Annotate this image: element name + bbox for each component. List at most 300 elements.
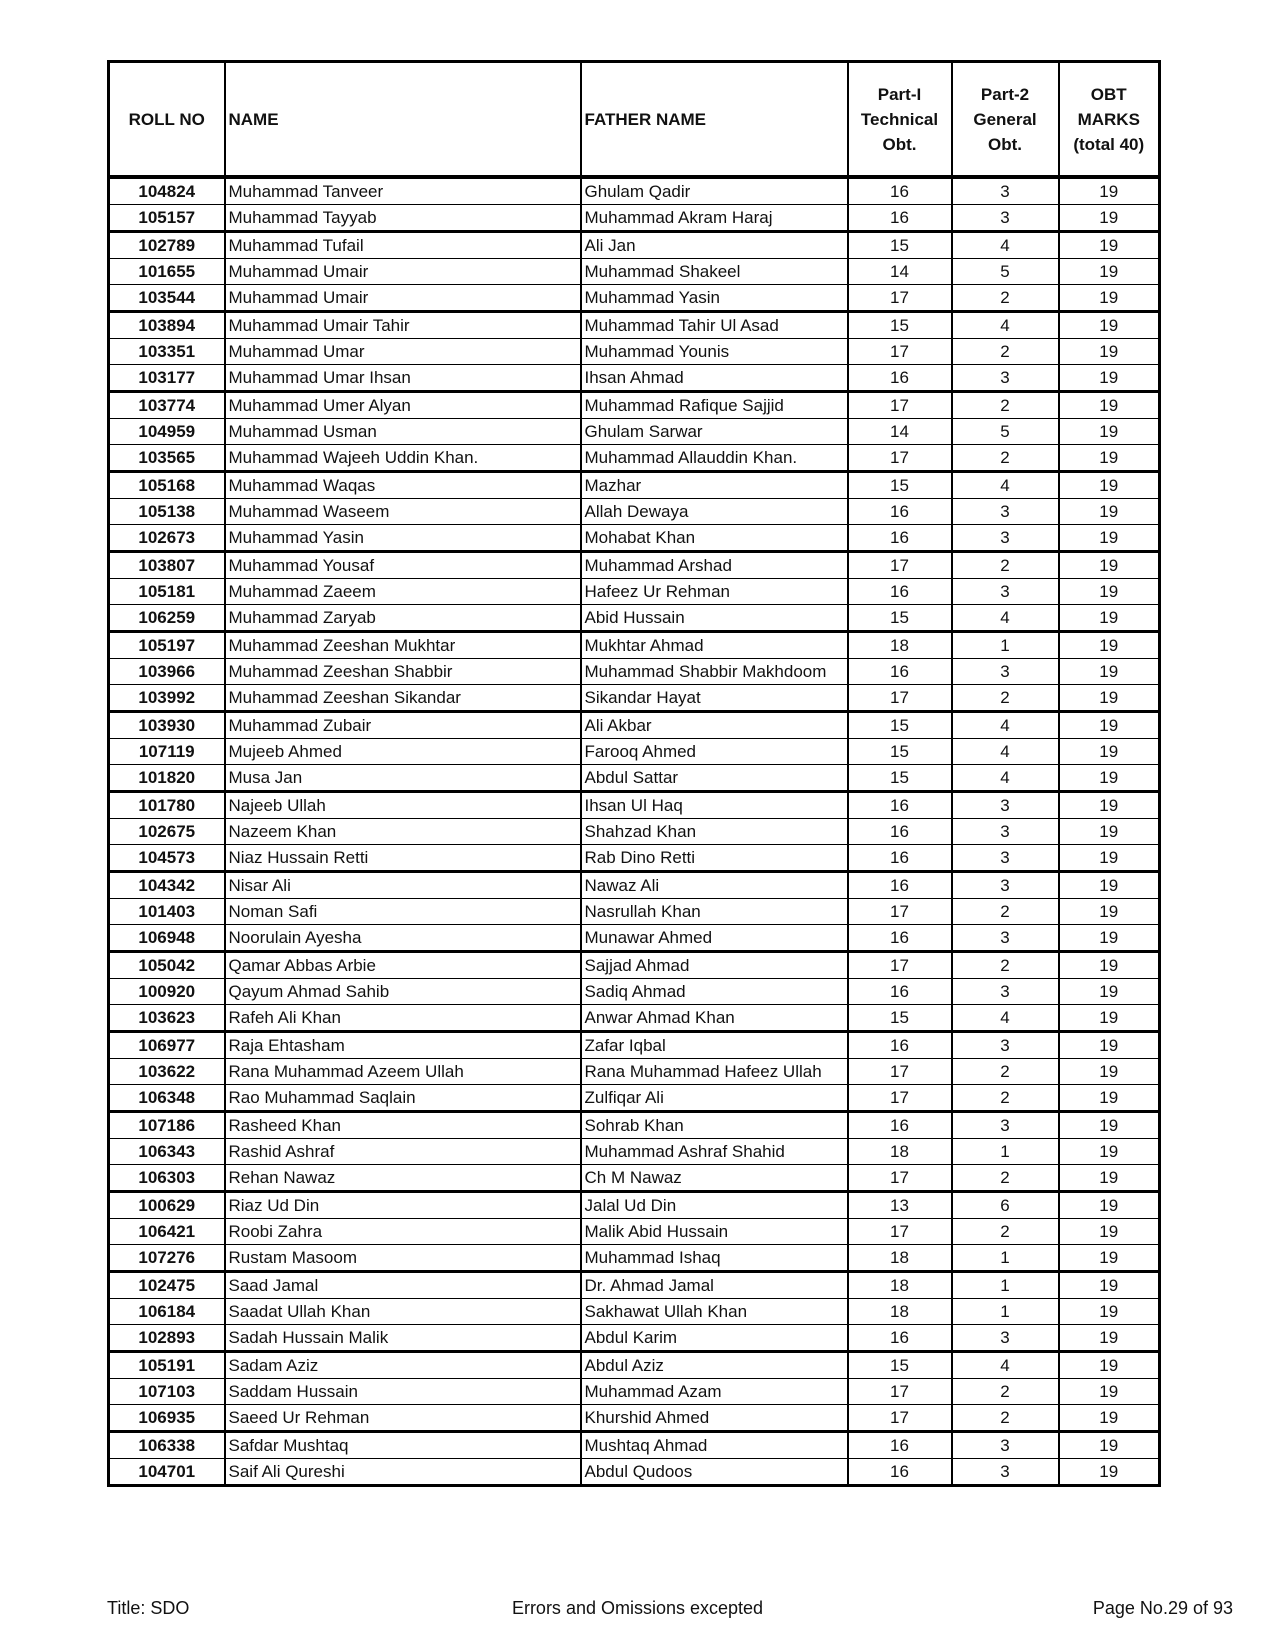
total-marks-cell: 19 [1059, 685, 1160, 712]
roll-number-cell: 103992 [109, 685, 225, 712]
part1-score-cell: 17 [848, 285, 952, 312]
name-cell: Muhammad Umar Ihsan [225, 365, 581, 392]
table-row [109, 339, 1160, 365]
header-obt-line1: OBT [1090, 84, 1127, 104]
total-marks-cell: 19 [1059, 1352, 1160, 1379]
table-row [109, 1325, 1160, 1352]
name-cell: Safdar Mushtaq [225, 1432, 581, 1459]
roll-number-cell: 102673 [109, 525, 225, 552]
table-row [109, 445, 1160, 472]
roll-number-cell: 105191 [109, 1352, 225, 1379]
father-name-cell: Muhammad Shakeel [581, 259, 848, 285]
roll-number-cell: 103894 [109, 312, 225, 339]
part1-score-cell: 13 [848, 1192, 952, 1219]
father-name-cell: Farooq Ahmed [581, 739, 848, 765]
father-name-cell: Muhammad Arshad [581, 552, 848, 579]
total-marks-cell: 19 [1059, 499, 1160, 525]
roll-number-cell: 107119 [109, 739, 225, 765]
part2-score-cell: 2 [952, 445, 1059, 472]
total-marks-cell: 19 [1059, 312, 1160, 339]
roll-number-cell: 106348 [109, 1085, 225, 1112]
table-row [109, 1085, 1160, 1112]
table-row [109, 659, 1160, 685]
total-marks-cell: 19 [1059, 205, 1160, 232]
total-marks-cell: 19 [1059, 659, 1160, 685]
father-name-cell: Sajjad Ahmad [581, 952, 848, 979]
name-cell: Rustam Masoom [225, 1245, 581, 1272]
total-marks-cell: 19 [1059, 819, 1160, 845]
part2-score-cell: 4 [952, 1005, 1059, 1032]
part2-score-cell: 2 [952, 285, 1059, 312]
name-cell: Sadah Hussain Malik [225, 1325, 581, 1352]
part2-score-cell: 4 [952, 312, 1059, 339]
name-cell: Roobi Zahra [225, 1219, 581, 1245]
total-marks-cell: 19 [1059, 872, 1160, 899]
father-name-cell: Muhammad Ashraf Shahid [581, 1139, 848, 1165]
part2-score-cell: 4 [952, 739, 1059, 765]
total-marks-cell: 19 [1059, 1432, 1160, 1459]
roll-number-cell: 107103 [109, 1379, 225, 1405]
table-row [109, 232, 1160, 259]
roll-number-cell: 103774 [109, 392, 225, 419]
part1-score-cell: 15 [848, 605, 952, 632]
table-row [109, 1032, 1160, 1059]
roll-number-cell: 103966 [109, 659, 225, 685]
part1-score-cell: 18 [848, 1245, 952, 1272]
part2-score-cell: 4 [952, 232, 1059, 259]
total-marks-cell: 19 [1059, 339, 1160, 365]
name-cell: Muhammad Zeeshan Mukhtar [225, 632, 581, 659]
roll-number-cell: 103351 [109, 339, 225, 365]
part2-score-cell: 4 [952, 1352, 1059, 1379]
name-cell: Najeeb Ullah [225, 792, 581, 819]
name-cell: Nisar Ali [225, 872, 581, 899]
part2-score-cell: 3 [952, 579, 1059, 605]
name-cell: Saddam Hussain [225, 1379, 581, 1405]
total-marks-cell: 19 [1059, 765, 1160, 792]
table-row [109, 1139, 1160, 1165]
part1-score-cell: 18 [848, 632, 952, 659]
part1-score-cell: 16 [848, 579, 952, 605]
roll-number-cell: 103622 [109, 1059, 225, 1085]
father-name-cell: Ali Akbar [581, 712, 848, 739]
part1-score-cell: 16 [848, 925, 952, 952]
father-name-cell: Muhammad Azam [581, 1379, 848, 1405]
roll-number-cell: 104573 [109, 845, 225, 872]
part1-score-cell: 16 [848, 1459, 952, 1486]
name-cell: Rashid Ashraf [225, 1139, 581, 1165]
father-name-cell: Ghulam Sarwar [581, 419, 848, 445]
father-name-cell: Zafar Iqbal [581, 1032, 848, 1059]
total-marks-cell: 19 [1059, 952, 1160, 979]
name-cell: Muhammad Tayyab [225, 205, 581, 232]
table-row [109, 1432, 1160, 1459]
header-roll-no: ROLL NO [109, 62, 225, 178]
header-part1-technical [848, 62, 952, 178]
father-name-cell: Zulfiqar Ali [581, 1085, 848, 1112]
father-name-cell: Sadiq Ahmad [581, 979, 848, 1005]
father-name-cell: Ihsan Ul Haq [581, 792, 848, 819]
header-part2-general [952, 62, 1059, 178]
part1-score-cell: 18 [848, 1299, 952, 1325]
header-obt-marks [1059, 62, 1160, 178]
father-name-cell: Abdul Sattar [581, 765, 848, 792]
name-cell: Noorulain Ayesha [225, 925, 581, 952]
table-row [109, 285, 1160, 312]
part1-score-cell: 17 [848, 1059, 952, 1085]
father-name-cell: Mohabat Khan [581, 525, 848, 552]
total-marks-cell: 19 [1059, 419, 1160, 445]
roll-number-cell: 100920 [109, 979, 225, 1005]
part2-score-cell: 3 [952, 499, 1059, 525]
name-cell: Muhammad Umair [225, 285, 581, 312]
part2-score-cell: 3 [952, 979, 1059, 1005]
father-name-cell: Hafeez Ur Rehman [581, 579, 848, 605]
header-part2-line2: General [973, 109, 1037, 129]
part1-score-cell: 16 [848, 659, 952, 685]
name-cell: Muhammad Zeeshan Shabbir [225, 659, 581, 685]
part2-score-cell: 6 [952, 1192, 1059, 1219]
table-row [109, 979, 1160, 1005]
part1-score-cell: 16 [848, 205, 952, 232]
part2-score-cell: 3 [952, 1432, 1059, 1459]
father-name-cell: Muhammad Allauddin Khan. [581, 445, 848, 472]
roll-number-cell: 107186 [109, 1112, 225, 1139]
table-row [109, 1245, 1160, 1272]
table-row [109, 579, 1160, 605]
part2-score-cell: 3 [952, 1459, 1059, 1486]
table-row [109, 1405, 1160, 1432]
father-name-cell: Abdul Qudoos [581, 1459, 848, 1486]
roll-number-cell: 105197 [109, 632, 225, 659]
part2-score-cell: 2 [952, 1165, 1059, 1192]
roll-number-cell: 103930 [109, 712, 225, 739]
name-cell: Muhammad Yousaf [225, 552, 581, 579]
part2-score-cell: 5 [952, 259, 1059, 285]
father-name-cell: Dr. Ahmad Jamal [581, 1272, 848, 1299]
total-marks-cell: 19 [1059, 1112, 1160, 1139]
part1-score-cell: 18 [848, 1272, 952, 1299]
name-cell: Muhammad Waseem [225, 499, 581, 525]
table-row [109, 205, 1160, 232]
table-row [109, 259, 1160, 285]
roll-number-cell: 105157 [109, 205, 225, 232]
name-cell: Niaz Hussain Retti [225, 845, 581, 872]
father-name-cell: Shahzad Khan [581, 819, 848, 845]
total-marks-cell: 19 [1059, 285, 1160, 312]
father-name-cell: Mushtaq Ahmad [581, 1432, 848, 1459]
father-name-cell: Allah Dewaya [581, 499, 848, 525]
total-marks-cell: 19 [1059, 1405, 1160, 1432]
roll-number-cell: 106421 [109, 1219, 225, 1245]
total-marks-cell: 19 [1059, 605, 1160, 632]
table-row [109, 872, 1160, 899]
part1-score-cell: 15 [848, 712, 952, 739]
part2-score-cell: 2 [952, 899, 1059, 925]
total-marks-cell: 19 [1059, 845, 1160, 872]
total-marks-cell: 19 [1059, 1139, 1160, 1165]
part1-score-cell: 16 [848, 1112, 952, 1139]
total-marks-cell: 19 [1059, 365, 1160, 392]
name-cell: Saad Jamal [225, 1272, 581, 1299]
total-marks-cell: 19 [1059, 712, 1160, 739]
roll-number-cell: 105042 [109, 952, 225, 979]
footer-note: Errors and Omissions excepted [511, 1598, 764, 1618]
part1-score-cell: 16 [848, 872, 952, 899]
name-cell: Muhammad Tufail [225, 232, 581, 259]
father-name-cell: Nawaz Ali [581, 872, 848, 899]
total-marks-cell: 19 [1059, 899, 1160, 925]
total-marks-cell: 19 [1059, 1379, 1160, 1405]
name-cell: Rafeh Ali Khan [225, 1005, 581, 1032]
total-marks-cell: 19 [1059, 1459, 1160, 1486]
table-row [109, 1459, 1160, 1486]
table-row [109, 312, 1160, 339]
part1-score-cell: 17 [848, 445, 952, 472]
part1-score-cell: 15 [848, 472, 952, 499]
table-row [109, 792, 1160, 819]
table-body [109, 177, 1160, 1486]
table-row [109, 392, 1160, 419]
father-name-cell: Anwar Ahmad Khan [581, 1005, 848, 1032]
total-marks-cell: 19 [1059, 1325, 1160, 1352]
part2-score-cell: 2 [952, 339, 1059, 365]
roll-number-cell: 103807 [109, 552, 225, 579]
table-row [109, 419, 1160, 445]
part2-score-cell: 3 [952, 365, 1059, 392]
part2-score-cell: 3 [952, 925, 1059, 952]
roll-number-cell: 104342 [109, 872, 225, 899]
header-part2-line1: Part-2 [980, 84, 1030, 104]
total-marks-cell: 19 [1059, 1005, 1160, 1032]
father-name-cell: Rana Muhammad Hafeez Ullah [581, 1059, 848, 1085]
roll-number-cell: 106935 [109, 1405, 225, 1432]
roll-number-cell: 104959 [109, 419, 225, 445]
table-row [109, 925, 1160, 952]
table-row [109, 739, 1160, 765]
name-cell: Muhammad Waqas [225, 472, 581, 499]
father-name-cell: Ali Jan [581, 232, 848, 259]
part1-score-cell: 18 [848, 1139, 952, 1165]
table-row [109, 605, 1160, 632]
total-marks-cell: 19 [1059, 1219, 1160, 1245]
total-marks-cell: 19 [1059, 472, 1160, 499]
roll-number-cell: 101655 [109, 259, 225, 285]
table-row [109, 1352, 1160, 1379]
father-name-cell: Malik Abid Hussain [581, 1219, 848, 1245]
part2-score-cell: 3 [952, 792, 1059, 819]
part1-score-cell: 15 [848, 1352, 952, 1379]
name-cell: Muhammad Tanveer [225, 177, 581, 205]
father-name-cell: Rab Dino Retti [581, 845, 848, 872]
table-row [109, 1272, 1160, 1299]
father-name-cell: Muhammad Akram Haraj [581, 205, 848, 232]
header-part2-line3: Obt. [988, 134, 1022, 154]
total-marks-cell: 19 [1059, 632, 1160, 659]
name-cell: Rao Muhammad Saqlain [225, 1085, 581, 1112]
father-name-cell: Munawar Ahmed [581, 925, 848, 952]
part2-score-cell: 2 [952, 952, 1059, 979]
table-header [109, 62, 1160, 178]
total-marks-cell: 19 [1059, 1299, 1160, 1325]
name-cell: Muhammad Umair Tahir [225, 312, 581, 339]
roll-number-cell: 106343 [109, 1139, 225, 1165]
roll-number-cell: 102675 [109, 819, 225, 845]
father-name-cell: Muhammad Ishaq [581, 1245, 848, 1272]
part1-score-cell: 17 [848, 685, 952, 712]
father-name-cell: Muhammad Rafique Sajjid [581, 392, 848, 419]
roll-number-cell: 106948 [109, 925, 225, 952]
roll-number-cell: 103623 [109, 1005, 225, 1032]
name-cell: Rasheed Khan [225, 1112, 581, 1139]
roll-number-cell: 104824 [109, 177, 225, 205]
table-row [109, 1299, 1160, 1325]
part2-score-cell: 2 [952, 552, 1059, 579]
total-marks-cell: 19 [1059, 1272, 1160, 1299]
name-cell: Rana Muhammad Azeem Ullah [225, 1059, 581, 1085]
roll-number-cell: 106338 [109, 1432, 225, 1459]
table-row [109, 552, 1160, 579]
name-cell: Noman Safi [225, 899, 581, 925]
part1-score-cell: 15 [848, 232, 952, 259]
father-name-cell: Muhammad Tahir Ul Asad [581, 312, 848, 339]
part1-score-cell: 16 [848, 979, 952, 1005]
table-row [109, 1192, 1160, 1219]
table-row [109, 845, 1160, 872]
roll-number-cell: 103544 [109, 285, 225, 312]
part2-score-cell: 2 [952, 1085, 1059, 1112]
part2-score-cell: 3 [952, 845, 1059, 872]
table-row [109, 712, 1160, 739]
roll-number-cell: 102475 [109, 1272, 225, 1299]
table-row [109, 472, 1160, 499]
name-cell: Rehan Nawaz [225, 1165, 581, 1192]
father-name-cell: Sohrab Khan [581, 1112, 848, 1139]
father-name-cell: Ch M Nawaz [581, 1165, 848, 1192]
table-row [109, 952, 1160, 979]
part1-score-cell: 16 [848, 177, 952, 205]
name-cell: Muhammad Wajeeh Uddin Khan. [225, 445, 581, 472]
part2-score-cell: 3 [952, 872, 1059, 899]
total-marks-cell: 19 [1059, 177, 1160, 205]
part2-score-cell: 3 [952, 1325, 1059, 1352]
part1-score-cell: 15 [848, 1005, 952, 1032]
part2-score-cell: 2 [952, 1379, 1059, 1405]
table-row [109, 365, 1160, 392]
table-row [109, 1005, 1160, 1032]
header-father-name: FATHER NAME [581, 62, 848, 178]
part2-score-cell: 1 [952, 1272, 1059, 1299]
total-marks-cell: 19 [1059, 739, 1160, 765]
total-marks-cell: 19 [1059, 979, 1160, 1005]
total-marks-cell: 19 [1059, 552, 1160, 579]
table-row [109, 1219, 1160, 1245]
total-marks-cell: 19 [1059, 445, 1160, 472]
total-marks-cell: 19 [1059, 1032, 1160, 1059]
name-cell: Muhammad Zaeem [225, 579, 581, 605]
name-cell: Muhammad Umer Alyan [225, 392, 581, 419]
header-obt-line2: MARKS [1077, 109, 1140, 129]
table-row [109, 1165, 1160, 1192]
part1-score-cell: 17 [848, 339, 952, 365]
father-name-cell: Abid Hussain [581, 605, 848, 632]
name-cell: Sadam Aziz [225, 1352, 581, 1379]
name-cell: Saif Ali Qureshi [225, 1459, 581, 1486]
header-name: NAME [225, 62, 581, 178]
total-marks-cell: 19 [1059, 1245, 1160, 1272]
table-row [109, 177, 1160, 205]
part2-score-cell: 2 [952, 1059, 1059, 1085]
part1-score-cell: 16 [848, 792, 952, 819]
roll-number-cell: 101780 [109, 792, 225, 819]
table-row [109, 1379, 1160, 1405]
roll-number-cell: 105168 [109, 472, 225, 499]
total-marks-cell: 19 [1059, 925, 1160, 952]
table-row [109, 499, 1160, 525]
name-cell: Qamar Abbas Arbie [225, 952, 581, 979]
name-cell: Qayum Ahmad Sahib [225, 979, 581, 1005]
total-marks-cell: 19 [1059, 525, 1160, 552]
roll-number-cell: 101820 [109, 765, 225, 792]
part2-score-cell: 2 [952, 1405, 1059, 1432]
table-row [109, 819, 1160, 845]
roll-number-cell: 107276 [109, 1245, 225, 1272]
part2-score-cell: 3 [952, 1032, 1059, 1059]
part1-score-cell: 17 [848, 952, 952, 979]
part1-score-cell: 17 [848, 1379, 952, 1405]
part2-score-cell: 3 [952, 177, 1059, 205]
roll-number-cell: 105181 [109, 579, 225, 605]
roll-number-cell: 105138 [109, 499, 225, 525]
roll-number-cell: 106184 [109, 1299, 225, 1325]
father-name-cell: Ihsan Ahmad [581, 365, 848, 392]
total-marks-cell: 19 [1059, 1192, 1160, 1219]
part1-score-cell: 17 [848, 1405, 952, 1432]
total-marks-cell: 19 [1059, 1059, 1160, 1085]
father-name-cell: Sikandar Hayat [581, 685, 848, 712]
roll-number-cell: 106259 [109, 605, 225, 632]
name-cell: Muhammad Yasin [225, 525, 581, 552]
part2-score-cell: 2 [952, 392, 1059, 419]
father-name-cell: Nasrullah Khan [581, 899, 848, 925]
roll-number-cell: 106977 [109, 1032, 225, 1059]
part2-score-cell: 2 [952, 1219, 1059, 1245]
part2-score-cell: 3 [952, 525, 1059, 552]
father-name-cell: Muhammad Younis [581, 339, 848, 365]
roll-number-cell: 103177 [109, 365, 225, 392]
part2-score-cell: 3 [952, 1112, 1059, 1139]
name-cell: Saeed Ur Rehman [225, 1405, 581, 1432]
name-cell: Muhammad Zubair [225, 712, 581, 739]
table-row [109, 525, 1160, 552]
name-cell: Muhammad Umair [225, 259, 581, 285]
table-row [109, 632, 1160, 659]
name-cell: Muhammad Umar [225, 339, 581, 365]
part1-score-cell: 17 [848, 392, 952, 419]
header-row [109, 62, 1160, 178]
father-name-cell: Ghulam Qadir [581, 177, 848, 205]
father-name-cell: Mukhtar Ahmad [581, 632, 848, 659]
part2-score-cell: 3 [952, 205, 1059, 232]
table-row [109, 1059, 1160, 1085]
father-name-cell: Khurshid Ahmed [581, 1405, 848, 1432]
part1-score-cell: 16 [848, 819, 952, 845]
part2-score-cell: 3 [952, 819, 1059, 845]
father-name-cell: Abdul Aziz [581, 1352, 848, 1379]
part2-score-cell: 1 [952, 1299, 1059, 1325]
results-table [107, 60, 1161, 1487]
part1-score-cell: 16 [848, 525, 952, 552]
